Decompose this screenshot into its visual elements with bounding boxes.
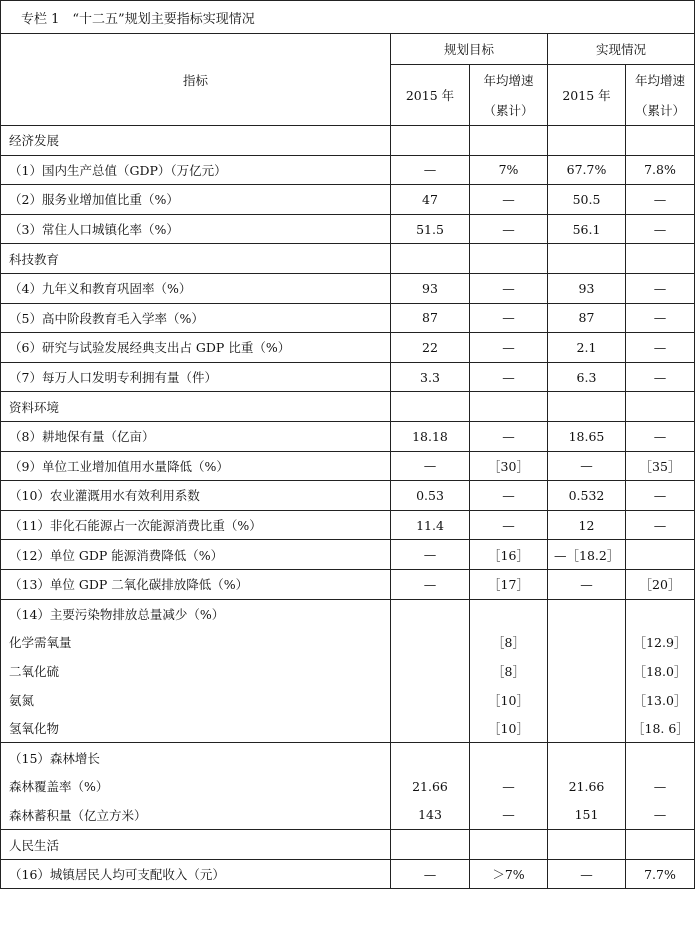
cell-plan-2015: 21.66 xyxy=(391,772,470,801)
cell-actual-2015 xyxy=(548,657,626,686)
indicator-label: （5）高中阶段教育毛入学率（%） xyxy=(1,303,391,333)
cell-plan-growth xyxy=(470,743,548,772)
cell-actual-growth: — xyxy=(626,362,695,392)
cell-plan-growth: — xyxy=(470,273,548,303)
cell-actual-growth: ［12.9］ xyxy=(626,628,695,657)
cell-actual-2015 xyxy=(548,392,626,422)
cell-plan-2015: 93 xyxy=(391,273,470,303)
cell-plan-2015: 3.3 xyxy=(391,362,470,392)
cell-plan-growth: — xyxy=(470,333,548,363)
cell-actual-growth: — xyxy=(626,481,695,511)
cell-plan-2015 xyxy=(391,392,470,422)
cell-plan-2015: 51.5 xyxy=(391,214,470,244)
cell-plan-2015 xyxy=(391,714,470,743)
cell-plan-growth: — xyxy=(470,510,548,540)
cell-plan-growth: ［8］ xyxy=(470,657,548,686)
cell-plan-2015: 0.53 xyxy=(391,481,470,511)
table-row xyxy=(1,599,695,628)
cell-plan-growth: ［10］ xyxy=(470,714,548,743)
header-actual-year: 2015 年 xyxy=(548,65,626,126)
table-row xyxy=(1,451,695,481)
cell-plan-2015 xyxy=(391,126,470,156)
cell-plan-growth: — xyxy=(470,481,548,511)
table-row xyxy=(1,155,695,185)
cell-actual-growth xyxy=(626,830,695,860)
cell-plan-growth: ［8］ xyxy=(470,628,548,657)
cell-plan-growth: — xyxy=(470,303,548,333)
indicator-label: 森林蓄积量（亿立方米） xyxy=(1,801,391,830)
indicator-label: （3）常住人口城镇化率（%） xyxy=(1,214,391,244)
cell-plan-2015: 11.4 xyxy=(391,510,470,540)
cell-actual-growth: ［18.0］ xyxy=(626,657,695,686)
table-title: 专栏 1 “十二五”规划主要指标实现情况 xyxy=(1,1,695,34)
cell-actual-2015: 6.3 xyxy=(548,362,626,392)
indicator-label: （9）单位工业增加值用水量降低（%） xyxy=(1,451,391,481)
cell-plan-2015: 22 xyxy=(391,333,470,363)
indicator-label: （11）非化石能源占一次能源消费比重（%） xyxy=(1,510,391,540)
cell-actual-2015 xyxy=(548,244,626,274)
cell-actual-growth: ［13.0］ xyxy=(626,685,695,714)
cell-actual-growth xyxy=(626,244,695,274)
indicator-label: （7）每万人口发明专利拥有量（件） xyxy=(1,362,391,392)
cell-actual-2015 xyxy=(548,126,626,156)
table-row xyxy=(1,714,695,743)
indicator-label: （6）研究与试验发展经典支出占 GDP 比重（%） xyxy=(1,333,391,363)
cell-actual-growth: — xyxy=(626,510,695,540)
cell-actual-growth: ［35］ xyxy=(626,451,695,481)
cell-actual-2015: 67.7% xyxy=(548,155,626,185)
cell-actual-2015 xyxy=(548,830,626,860)
cell-plan-2015: 18.18 xyxy=(391,421,470,451)
indicator-label: （2）服务业增加值比重（%） xyxy=(1,185,391,215)
section-row xyxy=(1,244,695,274)
cell-plan-growth xyxy=(470,599,548,628)
table-row xyxy=(1,569,695,599)
indicator-label: （15）森林增长 xyxy=(1,743,391,772)
table-row xyxy=(1,481,695,511)
cell-plan-2015: — xyxy=(391,569,470,599)
cell-actual-growth xyxy=(626,599,695,628)
table-row xyxy=(1,685,695,714)
cell-actual-growth xyxy=(626,743,695,772)
cell-plan-growth: — xyxy=(470,185,548,215)
table-row xyxy=(1,743,695,772)
cell-plan-2015: — xyxy=(391,540,470,570)
header-plan-year: 2015 年 xyxy=(391,65,470,126)
cell-plan-2015: — xyxy=(391,155,470,185)
cell-actual-2015: —［18.2］ xyxy=(548,540,626,570)
indicator-label: （1）国内生产总值（GDP）（万亿元） xyxy=(1,155,391,185)
cell-plan-2015: 47 xyxy=(391,185,470,215)
table-row xyxy=(1,214,695,244)
header-actual-group: 实现情况 xyxy=(548,34,695,65)
cell-plan-growth: — xyxy=(470,362,548,392)
cell-plan-growth: ［17］ xyxy=(470,569,548,599)
cell-plan-2015 xyxy=(391,599,470,628)
header-plan-growth-line2: （累计） xyxy=(470,95,548,126)
cell-plan-2015 xyxy=(391,685,470,714)
indicator-label: 氨氮 xyxy=(1,685,391,714)
section-label: 经济发展 xyxy=(1,126,391,156)
cell-actual-2015 xyxy=(548,714,626,743)
cell-plan-2015: 143 xyxy=(391,801,470,830)
cell-plan-2015 xyxy=(391,657,470,686)
cell-actual-2015: 93 xyxy=(548,273,626,303)
cell-plan-growth: ＞7% xyxy=(470,859,548,889)
cell-plan-2015 xyxy=(391,830,470,860)
cell-plan-growth: ［10］ xyxy=(470,685,548,714)
cell-plan-2015 xyxy=(391,628,470,657)
cell-actual-2015: 56.1 xyxy=(548,214,626,244)
cell-actual-growth: ［20］ xyxy=(626,569,695,599)
section-row xyxy=(1,126,695,156)
cell-plan-2015 xyxy=(391,244,470,274)
cell-plan-growth xyxy=(470,244,548,274)
cell-actual-2015 xyxy=(548,685,626,714)
cell-actual-growth: 7.8% xyxy=(626,155,695,185)
indicator-label: 氢氧化物 xyxy=(1,714,391,743)
cell-plan-growth: 7% xyxy=(470,155,548,185)
section-label: 人民生活 xyxy=(1,830,391,860)
cell-actual-2015: 87 xyxy=(548,303,626,333)
table-row xyxy=(1,510,695,540)
cell-actual-2015: 18.65 xyxy=(548,421,626,451)
table-body xyxy=(1,126,695,889)
cell-plan-growth: — xyxy=(470,772,548,801)
cell-actual-growth: — xyxy=(626,185,695,215)
table-row xyxy=(1,801,695,830)
cell-actual-2015: 21.66 xyxy=(548,772,626,801)
cell-actual-growth: — xyxy=(626,421,695,451)
table-row xyxy=(1,333,695,363)
header-actual-growth-line1: 年均增速 xyxy=(626,65,695,96)
cell-actual-growth: — xyxy=(626,801,695,830)
cell-actual-2015: 0.532 xyxy=(548,481,626,511)
table-row xyxy=(1,362,695,392)
indicator-label: （16）城镇居民人均可支配收入（元） xyxy=(1,859,391,889)
cell-actual-growth: — xyxy=(626,214,695,244)
cell-actual-2015 xyxy=(548,628,626,657)
cell-actual-growth: — xyxy=(626,273,695,303)
table-row xyxy=(1,859,695,889)
indicator-label: 森林覆盖率（%） xyxy=(1,772,391,801)
cell-actual-growth xyxy=(626,392,695,422)
table-row xyxy=(1,540,695,570)
section-row xyxy=(1,392,695,422)
table-row xyxy=(1,421,695,451)
cell-plan-growth: ［16］ xyxy=(470,540,548,570)
cell-plan-2015 xyxy=(391,743,470,772)
cell-plan-growth: — xyxy=(470,801,548,830)
header-indicator: 指标 xyxy=(1,34,391,126)
table-row xyxy=(1,273,695,303)
header-plan-growth-line1: 年均增速 xyxy=(470,65,548,96)
indicator-label: （12）单位 GDP 能源消费降低（%） xyxy=(1,540,391,570)
cell-actual-growth: — xyxy=(626,333,695,363)
cell-actual-2015 xyxy=(548,599,626,628)
section-row xyxy=(1,830,695,860)
indicator-label: （13）单位 GDP 二氧化碳排放降低（%） xyxy=(1,569,391,599)
cell-actual-growth: ［18. 6］ xyxy=(626,714,695,743)
header-plan-group: 规划目标 xyxy=(391,34,548,65)
indicator-label: （10）农业灌溉用水有效利用系数 xyxy=(1,481,391,511)
section-label: 科技教育 xyxy=(1,244,391,274)
indicator-label: （8）耕地保有量（亿亩） xyxy=(1,421,391,451)
cell-plan-growth xyxy=(470,392,548,422)
indicator-label: 二氧化硫 xyxy=(1,657,391,686)
cell-plan-2015: — xyxy=(391,859,470,889)
cell-plan-growth: — xyxy=(470,214,548,244)
cell-actual-2015: — xyxy=(548,451,626,481)
header-actual-growth-line2: （累计） xyxy=(626,95,695,126)
cell-plan-2015: 87 xyxy=(391,303,470,333)
cell-actual-2015: — xyxy=(548,859,626,889)
table-row xyxy=(1,185,695,215)
table-row xyxy=(1,303,695,333)
cell-plan-growth xyxy=(470,830,548,860)
cell-actual-growth xyxy=(626,126,695,156)
cell-plan-growth xyxy=(470,126,548,156)
cell-plan-growth: ［30］ xyxy=(470,451,548,481)
cell-actual-2015: 2.1 xyxy=(548,333,626,363)
table-row xyxy=(1,772,695,801)
cell-plan-2015: — xyxy=(391,451,470,481)
cell-actual-2015: 12 xyxy=(548,510,626,540)
cell-actual-2015 xyxy=(548,743,626,772)
cell-actual-growth: — xyxy=(626,303,695,333)
table-row xyxy=(1,628,695,657)
cell-actual-2015: 151 xyxy=(548,801,626,830)
indicator-label: （4）九年义和教育巩固率（%） xyxy=(1,273,391,303)
cell-actual-growth: 7.7% xyxy=(626,859,695,889)
cell-actual-growth xyxy=(626,540,695,570)
table-row xyxy=(1,657,695,686)
indicator-label: 化学需氧量 xyxy=(1,628,391,657)
section-label: 资料环境 xyxy=(1,392,391,422)
cell-actual-2015: 50.5 xyxy=(548,185,626,215)
cell-plan-growth: — xyxy=(470,421,548,451)
indicator-label: （14）主要污染物排放总量减少（%） xyxy=(1,599,391,628)
cell-actual-growth: — xyxy=(626,772,695,801)
cell-actual-2015: — xyxy=(548,569,626,599)
